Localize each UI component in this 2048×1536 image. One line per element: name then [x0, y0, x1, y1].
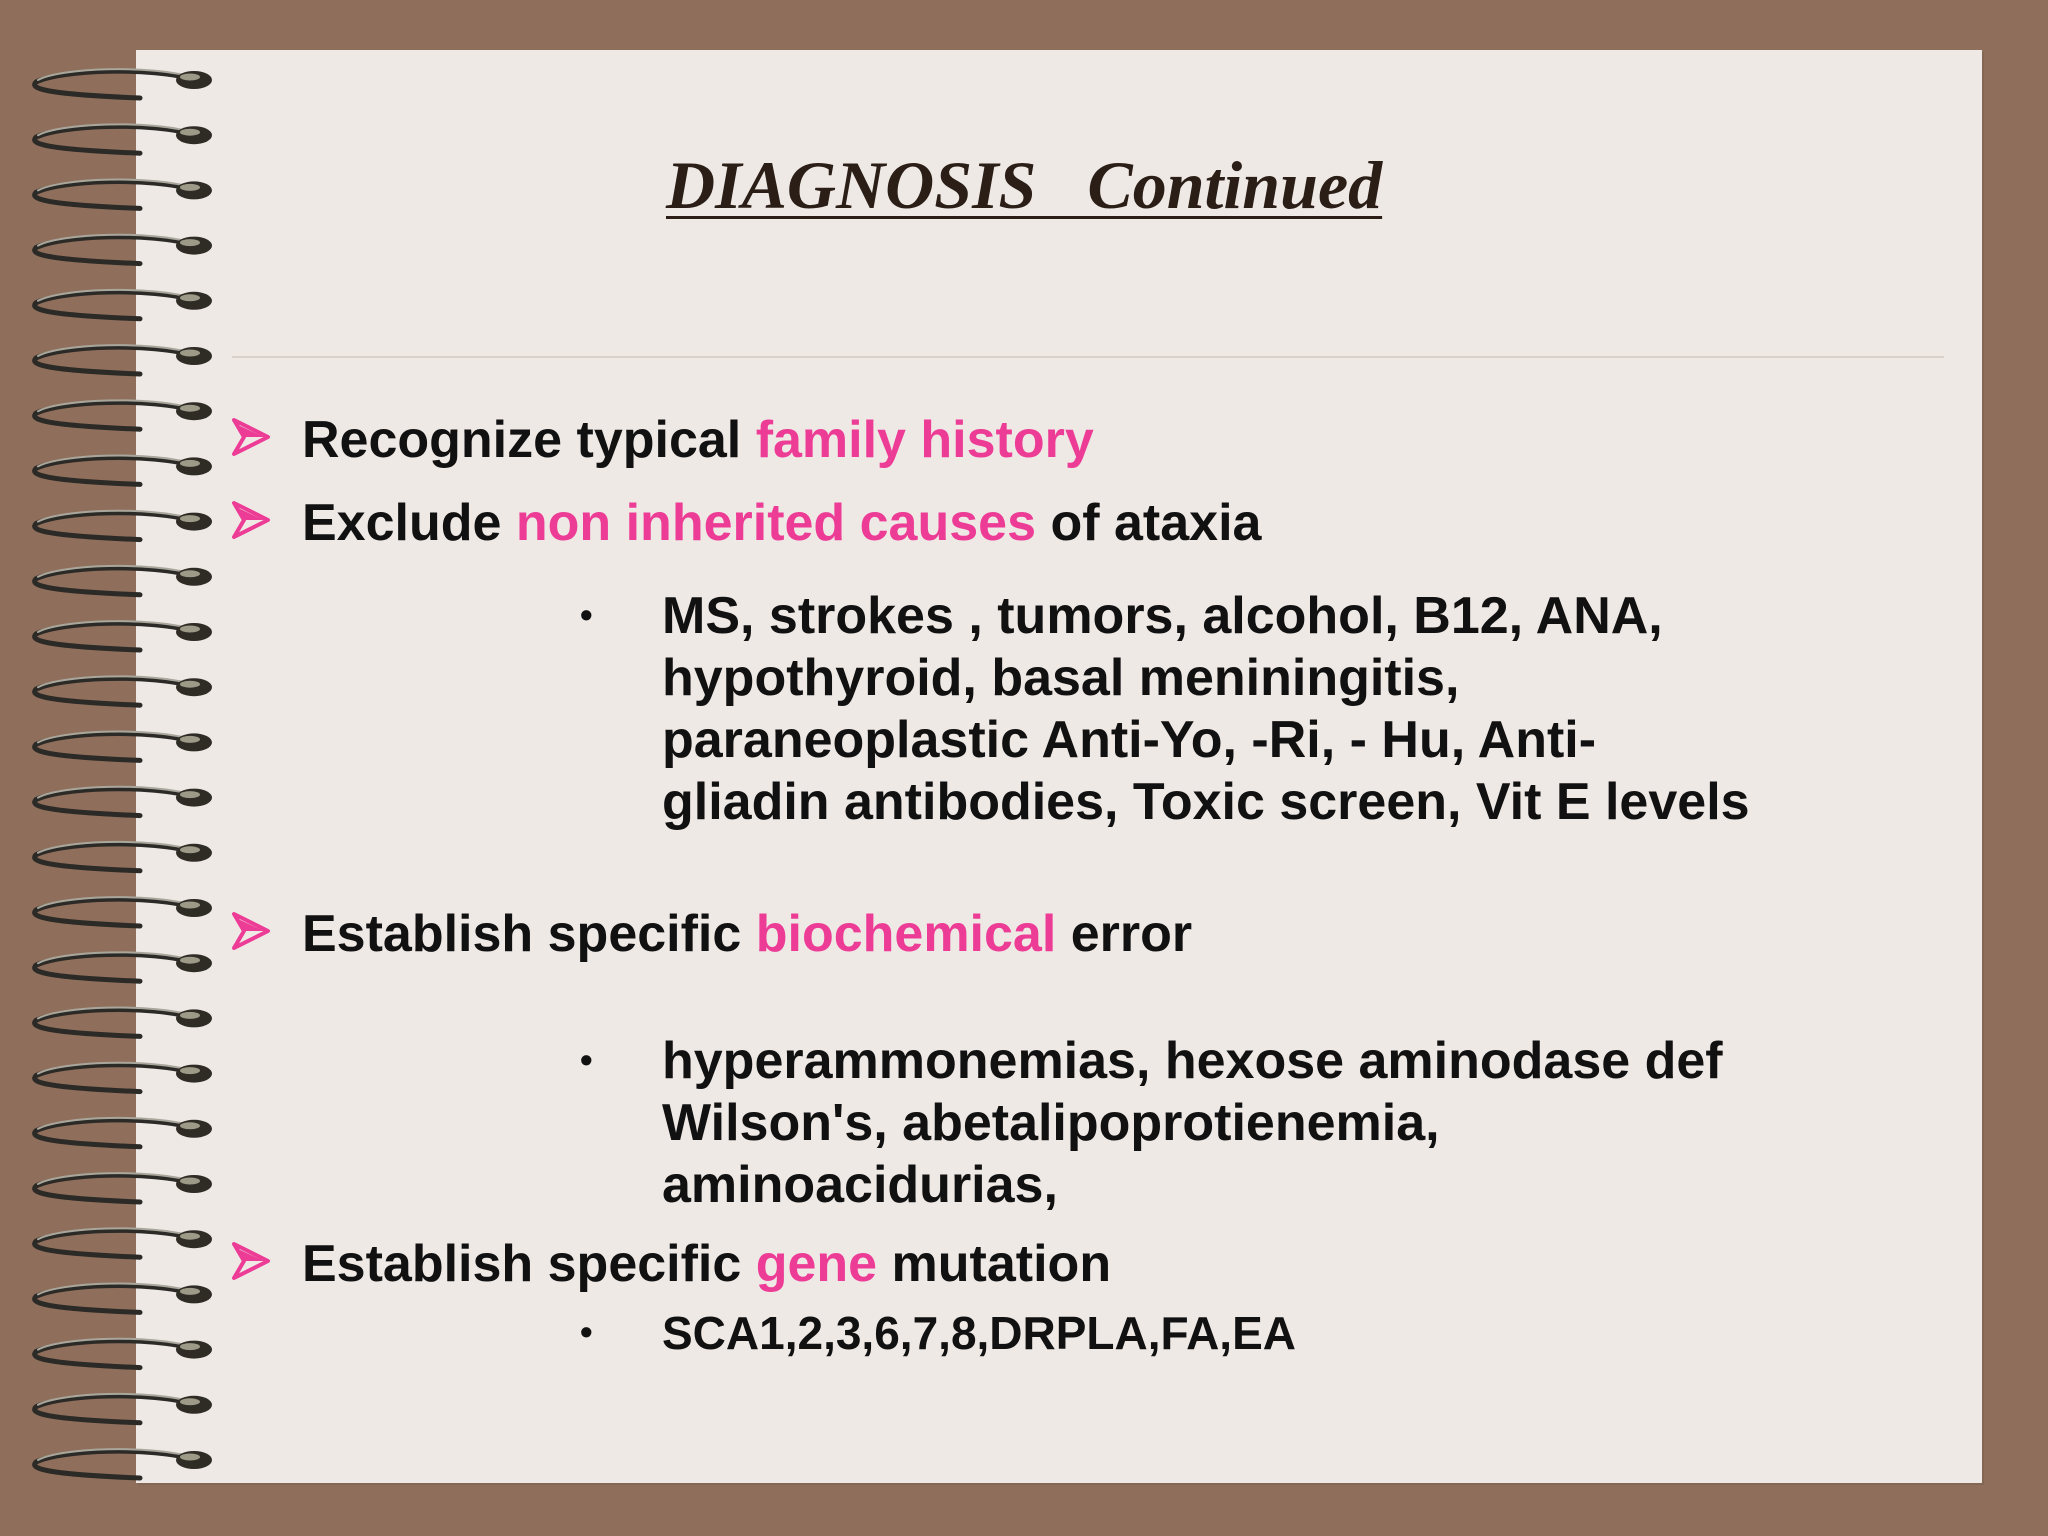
arrow-bullet-icon — [230, 904, 302, 952]
bullet-text-highlight: biochemical — [755, 905, 1057, 963]
dot-bullet-icon: • — [580, 594, 593, 635]
arrow-bullet-icon — [230, 493, 302, 541]
bullet-text-highlight: non inherited causes — [515, 494, 1037, 552]
bullet-text — [302, 904, 1192, 964]
bullet-text-part: error — [1056, 905, 1193, 963]
bullet-text-highlight: family history — [755, 411, 1094, 469]
dot-bullet-icon: • — [580, 1311, 593, 1352]
dot-bullet-icon: • — [580, 1039, 593, 1080]
title-divider — [232, 356, 1944, 358]
sub-bullet-text: hyperammonemias, hexose aminodase def Wilson's, abetalipoprotienemia, aminoacidurias, — [662, 1032, 1723, 1214]
sub-bullet-nonhereditary-causes — [580, 585, 1750, 833]
bullet-text-part: Establish specific — [302, 905, 756, 963]
bullet-biochemical-error — [230, 904, 1192, 964]
bullet-text-highlight: gene — [755, 1235, 878, 1293]
bullet-text — [302, 410, 1094, 470]
bullet-text-part: Recognize typical — [302, 411, 756, 469]
sub-bullet-text: MS, strokes , tumors, alcohol, B12, ANA, hypothyroid, basal meniningitis, paraneoplastic Anti-Yo, -Ri, - Hu, Anti- gliadin antibodies, Toxic screen, Vit E levels — [662, 587, 1750, 831]
sub-bullet-biochemical — [580, 1030, 1723, 1216]
bullet-text-part: of ataxia — [1036, 494, 1262, 552]
sub-bullet-gene — [580, 1305, 1296, 1361]
bullet-family-history — [230, 410, 1094, 470]
bullet-text-part: mutation — [877, 1235, 1112, 1293]
bullet-text-part: Establish specific — [302, 1235, 756, 1293]
sub-bullet-text: SCA1,2,3,6,7,8,DRPLA,FA,EA — [662, 1307, 1296, 1359]
arrow-bullet-icon — [230, 1234, 302, 1282]
slide-title: DIAGNOSIS Continued — [666, 147, 1383, 223]
bullet-text — [302, 493, 1261, 553]
bullet-text — [302, 1234, 1111, 1294]
bullet-exclude-causes — [230, 493, 1261, 553]
arrow-bullet-icon — [230, 410, 302, 458]
bullet-text-part: Exclude — [302, 494, 516, 552]
bullet-gene-mutation — [230, 1234, 1111, 1294]
